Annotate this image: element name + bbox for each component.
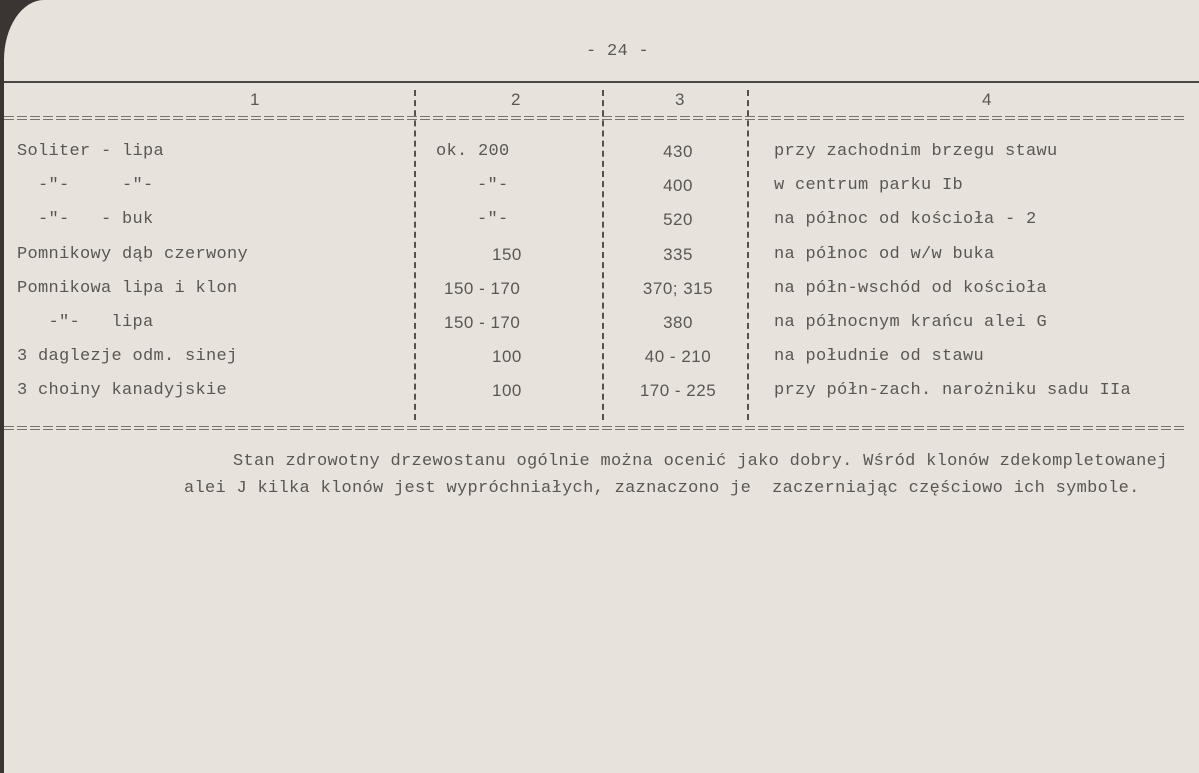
table-cell-col-1: Pomnikowy dąb czerwony — [17, 244, 249, 264]
table-cell-col-2: 150 - 170 — [444, 313, 521, 332]
table-cell-col-4: na półn-wschód od kościoła — [774, 278, 1048, 298]
col-header-4: 4 — [982, 90, 992, 109]
table-cell-col-3: 400 — [663, 176, 693, 196]
table-cell-col-4: w centrum parku Ib — [774, 176, 964, 196]
column-divider — [414, 90, 416, 420]
table-cell-col-3: 430 — [663, 142, 693, 161]
table-cell-col-2: 100 — [492, 347, 522, 367]
table-cell-col-2: 150 — [492, 244, 522, 264]
table-cell-col-3: 335 — [663, 244, 693, 264]
document-page — [4, 0, 1199, 773]
table-cell-col-2: 100 — [492, 381, 522, 401]
paragraph-line-1: Stan zdrowotny drzewostanu ogólnie można ocenić jako dobry. Wśród klonów zdekompletowanej — [233, 452, 1168, 471]
table-cell-col-1: 3 choiny kanadyjskie — [17, 381, 228, 401]
table-cell-col-2: -"- — [456, 176, 509, 196]
top-rule — [4, 81, 1199, 83]
table-cell-col-4: na południe od stawu — [774, 347, 985, 367]
table-cell-col-3: 380 — [663, 313, 693, 332]
table-cell-col-1: -"- -"- — [17, 176, 154, 196]
column-divider — [602, 90, 604, 420]
table-cell-col-4: na północ od w/w buka — [774, 244, 995, 264]
col-header-3: 3 — [675, 90, 685, 109]
table-cell-col-1: -"- lipa — [17, 313, 154, 332]
paragraph-line-2: alei J kilka klonów jest wypróchniałych, zaznaczono je zaczerniając częściowo ich symbole. — [184, 479, 1140, 498]
table-cell-col-1: Pomnikowa lipa i klon — [17, 278, 238, 298]
page-number: - 24 - — [586, 42, 650, 61]
table-cell-col-3: 370; 315 — [642, 278, 714, 298]
table-cell-col-3: 40 - 210 — [644, 347, 712, 367]
footer-double-rule — [4, 426, 1185, 430]
col-header-1: 1 — [250, 90, 260, 109]
table-cell-col-1: Soliter - lipa — [17, 142, 165, 161]
table-cell-col-4: na północnym krańcu alei G — [774, 313, 1048, 332]
table-cell-col-4: przy półn-zach. narożniku sadu IIa — [774, 381, 1132, 401]
table-cell-col-2: ok. 200 — [436, 142, 510, 161]
table-cell-col-1: 3 daglezje odm. sinej — [17, 347, 238, 367]
column-divider — [747, 90, 749, 420]
table-cell-col-3: 520 — [663, 210, 693, 230]
col-header-2: 2 — [511, 90, 521, 109]
table-cell-col-2: 150 - 170 — [444, 278, 521, 298]
table-cell-col-4: przy zachodnim brzegu stawu — [774, 142, 1058, 161]
table-cell-col-2: -"- — [456, 210, 509, 230]
table-cell-col-1: -"- - buk — [17, 210, 154, 230]
table-cell-col-4: na północ od kościoła - 2 — [774, 210, 1037, 230]
table-cell-col-3: 170 - 225 — [639, 381, 717, 401]
header-double-rule — [4, 116, 1185, 120]
